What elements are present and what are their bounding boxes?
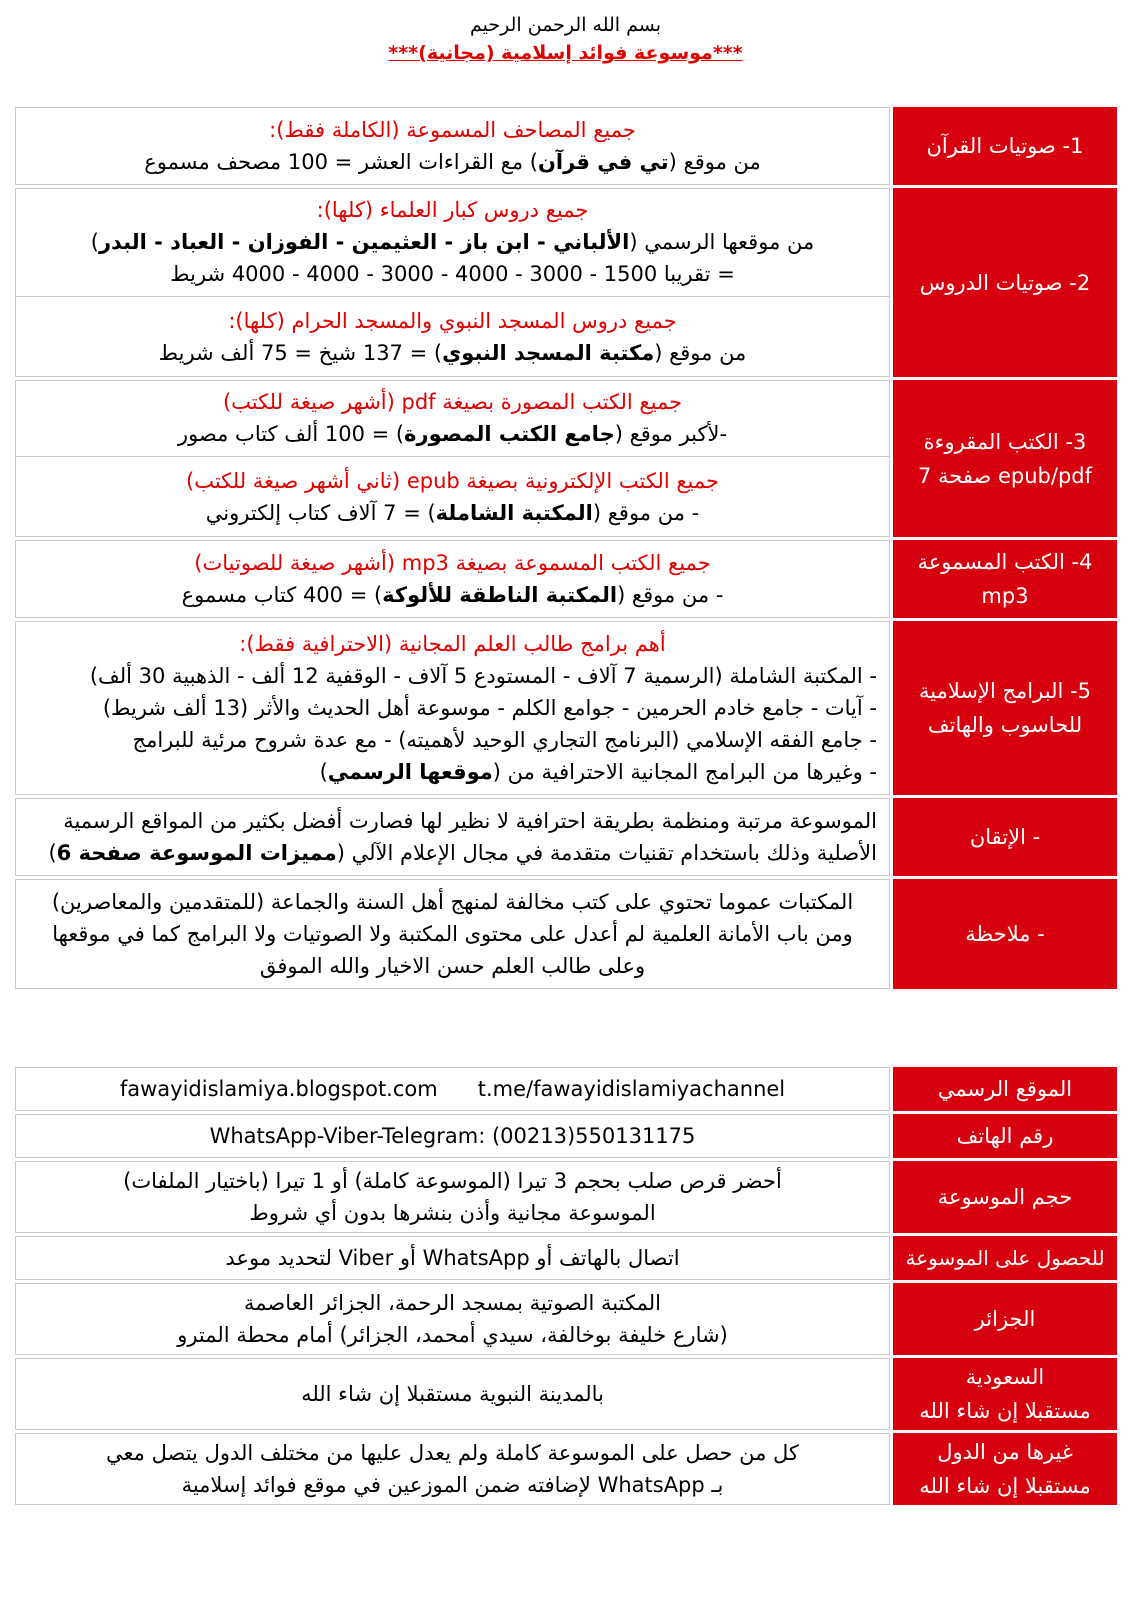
row-content-size bbox=[15, 1161, 890, 1233]
section-heading: جميع دروس كبار العلماء (كلها): bbox=[316, 198, 589, 222]
section-text: المكتبات عموما تحتوي على كتب مخالفة لمنهج أهل السنة والجماعة (للمتقدمين والمعاصرين) bbox=[51, 890, 854, 914]
source-name: المكتبة الناطقة للألوكة bbox=[382, 583, 618, 607]
row-label-size: حجم الموسوعة bbox=[893, 1161, 1117, 1233]
section-text: (شارع خليفة بوخالفة، سيدي أمحمد، الجزائر) أمام محطة المترو bbox=[177, 1323, 728, 1347]
row-content-quran bbox=[15, 107, 890, 185]
row-label-quality: - الإتقان bbox=[893, 798, 1117, 876]
section-heading: جميع دروس المسجد النبوي والمسجد الحرام (كلها): bbox=[228, 309, 677, 333]
row-content-algeria bbox=[15, 1283, 890, 1355]
section-text: - آيات - جامع خادم الحرمين - جوامع الكلم - موسوعة أهل الحديث والأثر (13 ألف شريط) bbox=[102, 696, 877, 720]
lessons-scholars bbox=[16, 189, 889, 297]
source-name: المكتبة الشاملة bbox=[435, 501, 593, 525]
section-text: الموسوعة مجانية وأذن بنشرها بدون أي شروط bbox=[249, 1201, 656, 1225]
section-heading: جميع الكتب المصورة بصيغة pdf (أشهر صيغة للكتب) bbox=[222, 390, 683, 414]
table-row bbox=[15, 1283, 1117, 1355]
source-name: موقعها الرسمي bbox=[327, 760, 493, 784]
row-content-note bbox=[15, 879, 890, 989]
row-label-saudi: السعودية مستقبلا إن شاء الله bbox=[893, 1358, 1117, 1430]
basmala: بسم الله الرحمن الرحيم bbox=[470, 14, 661, 36]
table-row bbox=[15, 1161, 1117, 1233]
section-text: = تقريبا 1500 - 3000 - 4000 - 3000 - 4000 - 4000 شريط bbox=[170, 262, 735, 286]
row-content-others bbox=[15, 1433, 890, 1505]
row-label-note: - ملاحظة bbox=[893, 879, 1117, 989]
section-text: - من موقع (المكتبة الناطقة للألوكة) = 400 كتاب مسموع bbox=[181, 583, 724, 607]
row-label-others: غيرها من الدول مستقبلا إن شاء الله bbox=[893, 1433, 1117, 1505]
table-row bbox=[15, 188, 1117, 377]
row-label-phone: رقم الهاتف bbox=[893, 1114, 1117, 1158]
row-label-quran: 1- صوتيات القرآن bbox=[893, 107, 1117, 185]
row-label-lessons: 2- صوتيات الدروس bbox=[893, 188, 1117, 377]
row-label-obtain: للحصول على الموسوعة bbox=[893, 1236, 1117, 1280]
blog-link[interactable]: fawayidislamiya.blogspot.com bbox=[119, 1077, 438, 1101]
telegram-link[interactable]: t.me/fawayidislamiyachannel bbox=[477, 1077, 786, 1101]
section-text: من موقعها الرسمي (الألباني - ابن باز - العثيمين - الفوزان - العباد - البدر) bbox=[90, 230, 815, 254]
row-content-site bbox=[15, 1067, 890, 1111]
row-label-algeria: الجزائر bbox=[893, 1283, 1117, 1355]
document-title bbox=[0, 12, 1131, 68]
table-row bbox=[15, 1114, 1117, 1158]
section-heading: جميع الكتب المسموعة بصيغة mp3 (أشهر صيغة للصوتيات) bbox=[194, 551, 711, 575]
table-row bbox=[15, 621, 1117, 795]
row-content-programs bbox=[15, 621, 890, 795]
section-text: المكتبة الصوتية بمسجد الرحمة، الجزائر العاصمة bbox=[244, 1291, 661, 1315]
row-content-audiobooks bbox=[15, 540, 890, 618]
section-text: - وغيرها من البرامج المجانية الاحترافية من (موقعها الرسمي) bbox=[319, 760, 877, 784]
section-text: الأصلية وذلك باستخدام تقنيات متقدمة في مجال الإعلام الآلي (مميزات الموسوعة صفحة 6) bbox=[48, 841, 877, 865]
table-row bbox=[15, 107, 1117, 185]
section-text: - من موقع (المكتبة الشاملة) = 7 آلاف كتاب إلكتروني bbox=[205, 501, 700, 525]
books-epub bbox=[16, 457, 889, 536]
section-heading: جميع الكتب الإلكترونية بصيغة epub (ثاني أشهر صيغة للكتب) bbox=[186, 469, 719, 493]
source-name: مكتبة المسجد النبوي bbox=[442, 341, 655, 365]
row-label-programs: 5- البرامج الإسلامية للحاسوب والهاتف bbox=[893, 621, 1117, 795]
section-heading: أهم برامج طالب العلم المجانية (الاحترافية فقط): bbox=[239, 632, 666, 656]
row-content-phone bbox=[15, 1114, 890, 1158]
table-row bbox=[15, 1433, 1117, 1505]
source-name: مميزات الموسوعة صفحة 6 bbox=[56, 841, 337, 865]
table-row bbox=[15, 380, 1117, 537]
phone-number: WhatsApp-Viber-Telegram: (00213)550131175 bbox=[209, 1124, 696, 1148]
row-content-lessons bbox=[15, 188, 890, 377]
table-row bbox=[15, 1236, 1117, 1280]
table-row bbox=[15, 1067, 1117, 1111]
section-text: بالمدينة النبوية مستقبلا إن شاء الله bbox=[301, 1382, 604, 1406]
section-text: بـ WhatsApp لإضافته ضمن الموزعين في موقع فوائد إسلامية bbox=[181, 1473, 724, 1497]
books-pdf bbox=[16, 381, 889, 457]
section-text: كل من حصل على الموسوعة كاملة ولم يعدل عليها من مختلف الدول يتصل معي bbox=[106, 1441, 799, 1465]
row-content-saudi bbox=[15, 1358, 890, 1430]
section-text: من موقع (مكتبة المسجد النبوي) = 137 شيخ = 75 ألف شريط bbox=[158, 341, 747, 365]
section-text: اتصال بالهاتف أو WhatsApp أو Viber لتحديد موعد bbox=[225, 1246, 680, 1270]
row-label-site: الموقع الرسمي bbox=[893, 1067, 1117, 1111]
section-text: - المكتبة الشاملة (الرسمية 7 آلاف - المستودع 5 آلاف - الوقفية 12 ألف - الذهبية 30 ألف) bbox=[89, 664, 877, 688]
section-heading: جميع المصاحف المسموعة (الكاملة فقط): bbox=[269, 118, 636, 142]
section-text: - جامع الفقه الإسلامي (البرنامج التجاري الوحيد لأهميته) - مع عدة شروح مرئية للبرامج bbox=[132, 728, 877, 752]
table-row bbox=[15, 879, 1117, 989]
row-label-audiobooks: 4- الكتب المسموعة mp3 bbox=[893, 540, 1117, 618]
section-text: -لأكبر موقع (جامع الكتب المصورة) = 100 ألف كتاب مصور bbox=[177, 422, 728, 446]
section-text: من موقع (تي في قرآن) مع القراءات العشر = 100 مصحف مسموع bbox=[144, 150, 761, 174]
section-text: أحضر قرص صلب بحجم 3 تيرا (الموسوعة كاملة) أو 1 تيرا (باختيار الملفات) bbox=[123, 1169, 782, 1193]
table-row bbox=[15, 798, 1117, 876]
row-content-obtain bbox=[15, 1236, 890, 1280]
table-row bbox=[15, 540, 1117, 618]
contents-table bbox=[12, 104, 1120, 992]
source-name: جامع الكتب المصورة bbox=[404, 422, 615, 446]
contact-table bbox=[12, 1064, 1120, 1508]
row-label-books: 3- الكتب المقروءة epub/pdf صفحة 7 bbox=[893, 380, 1117, 537]
source-name: تي في قرآن bbox=[537, 150, 669, 174]
source-name: الألباني - ابن باز - العثيمين - الفوزان - العباد - البدر bbox=[98, 230, 630, 254]
table-row bbox=[15, 1358, 1117, 1430]
lessons-mosques bbox=[16, 297, 889, 376]
encyclopedia-title: ***موسوعة فوائد إسلامية (مجانية)*** bbox=[388, 42, 743, 64]
section-text: ومن باب الأمانة العلمية لم أعدل على محتوى المكتبة ولا الصوتيات ولا البرامج كما في موقعها bbox=[52, 922, 853, 946]
section-text: وعلى طالب العلم حسن الاخيار والله الموفق bbox=[259, 954, 646, 978]
row-content-books bbox=[15, 380, 890, 537]
row-content-quality bbox=[15, 798, 890, 876]
section-text: الموسوعة مرتبة ومنظمة بطريقة احترافية لا نظير لها فصارت أفضل بكثير من المواقع الرسمية bbox=[63, 809, 877, 833]
